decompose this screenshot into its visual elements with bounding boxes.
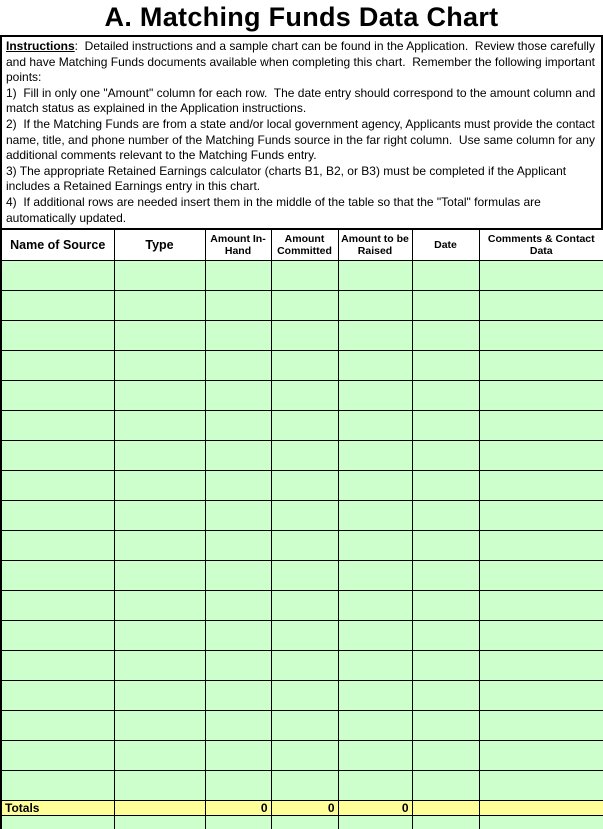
- column-header-name-of-source: Name of Source: [1, 229, 114, 261]
- empty-data-cell[interactable]: [114, 531, 205, 561]
- empty-data-cell[interactable]: [205, 261, 271, 291]
- totals-value-cell: 0: [205, 801, 271, 816]
- empty-data-cell[interactable]: [412, 651, 479, 681]
- table-row: [1, 441, 603, 471]
- table-row: [1, 681, 603, 711]
- empty-data-cell[interactable]: [338, 531, 412, 561]
- empty-data-cell[interactable]: [1, 561, 114, 591]
- empty-data-cell[interactable]: [479, 501, 603, 531]
- empty-data-cell[interactable]: [479, 621, 603, 651]
- empty-data-cell[interactable]: [412, 561, 479, 591]
- empty-data-cell[interactable]: [338, 711, 412, 741]
- empty-data-cell[interactable]: [1, 591, 114, 621]
- empty-data-cell[interactable]: [412, 381, 479, 411]
- empty-data-cell[interactable]: [479, 771, 603, 801]
- table-row: [1, 651, 603, 681]
- empty-data-cell[interactable]: [114, 741, 205, 771]
- totals-value-cell: 0: [271, 801, 338, 816]
- table-row: [1, 621, 603, 651]
- empty-data-cell[interactable]: [114, 711, 205, 741]
- instructions-box: [0, 35, 603, 228]
- totals-value-cell: [479, 801, 603, 816]
- table-row: [1, 501, 603, 531]
- empty-data-cell[interactable]: [114, 621, 205, 651]
- empty-data-cell[interactable]: [1, 321, 114, 351]
- empty-data-cell[interactable]: [114, 471, 205, 501]
- empty-data-cell[interactable]: [114, 501, 205, 531]
- table-row: [1, 741, 603, 771]
- instructions-intro: : Detailed instructions and a sample chart can be found in the Application. Review those carefully and have Matching Funds documents available when completing this chart. Remember the following important points:: [6, 39, 599, 85]
- totals-label: Totals: [1, 801, 114, 816]
- empty-data-cell[interactable]: [338, 501, 412, 531]
- column-header-comments-contact-data: Comments & Contact Data: [479, 229, 603, 261]
- instruction-point-1: 1) Fill in only one "Amount" column for each row. The date entry should correspond to the amount column and match status as explained in the Application instructions.: [6, 85, 599, 116]
- empty-data-cell[interactable]: [205, 291, 271, 321]
- empty-data-cell[interactable]: [412, 681, 479, 711]
- table-row: [1, 321, 603, 351]
- empty-data-cell[interactable]: [338, 261, 412, 291]
- instruction-point-3: 3) The appropriate Retained Earnings calculator (charts B1, B2, or B3) must be completed if the Applicant includes a Retained Earnings entry in this chart.: [6, 163, 570, 194]
- instruction-point-4: 4) If additional rows are needed insert them in the middle of the table so that the "Total" formulas are automatically updated.: [6, 194, 545, 225]
- empty-data-cell[interactable]: [338, 681, 412, 711]
- empty-data-cell[interactable]: [271, 261, 338, 291]
- empty-data-cell[interactable]: [271, 816, 338, 829]
- empty-data-cell[interactable]: [271, 321, 338, 351]
- empty-data-cell[interactable]: [271, 291, 338, 321]
- column-header-type: Type: [114, 229, 205, 261]
- column-header-amount-committed: Amount Committed: [271, 229, 338, 261]
- empty-data-cell[interactable]: [412, 501, 479, 531]
- empty-data-cell[interactable]: [114, 561, 205, 591]
- totals-row: [1, 801, 603, 816]
- column-header-amount-in-hand: Amount In-Hand: [205, 229, 271, 261]
- empty-data-cell[interactable]: [1, 621, 114, 651]
- empty-data-cell[interactable]: [205, 441, 271, 471]
- empty-data-cell[interactable]: [1, 711, 114, 741]
- empty-data-cell[interactable]: [479, 591, 603, 621]
- column-header-date: Date: [412, 229, 479, 261]
- empty-data-cell[interactable]: [271, 591, 338, 621]
- table-header-row: [1, 229, 603, 261]
- empty-data-cell[interactable]: [205, 771, 271, 801]
- empty-data-cell[interactable]: [412, 291, 479, 321]
- empty-data-cell[interactable]: [205, 621, 271, 651]
- empty-data-cell[interactable]: [412, 591, 479, 621]
- totals-value-cell: [114, 801, 205, 816]
- table-row: [1, 816, 603, 829]
- empty-data-cell[interactable]: [114, 441, 205, 471]
- empty-data-cell[interactable]: [412, 711, 479, 741]
- empty-data-cell[interactable]: [479, 411, 603, 441]
- table-row: [1, 381, 603, 411]
- empty-data-cell[interactable]: [271, 471, 338, 501]
- empty-data-cell[interactable]: [114, 591, 205, 621]
- empty-data-cell[interactable]: [479, 471, 603, 501]
- table-row: [1, 291, 603, 321]
- empty-data-cell[interactable]: [271, 381, 338, 411]
- empty-data-cell[interactable]: [338, 651, 412, 681]
- empty-data-cell[interactable]: [205, 711, 271, 741]
- empty-data-cell[interactable]: [271, 771, 338, 801]
- empty-data-cell[interactable]: [1, 651, 114, 681]
- empty-data-cell[interactable]: [412, 321, 479, 351]
- empty-data-cell[interactable]: [479, 441, 603, 471]
- empty-data-cell[interactable]: [412, 441, 479, 471]
- empty-data-cell[interactable]: [338, 591, 412, 621]
- empty-data-cell[interactable]: [1, 351, 114, 381]
- page-title: A. Matching Funds Data Chart: [104, 2, 499, 32]
- matching-funds-table: [0, 228, 603, 829]
- empty-data-cell[interactable]: [271, 741, 338, 771]
- empty-data-cell[interactable]: [205, 411, 271, 441]
- empty-data-cell[interactable]: [1, 501, 114, 531]
- empty-data-cell[interactable]: [114, 651, 205, 681]
- empty-data-cell[interactable]: [205, 561, 271, 591]
- empty-data-cell[interactable]: [114, 816, 205, 829]
- empty-data-cell[interactable]: [205, 351, 271, 381]
- empty-data-cell[interactable]: [479, 741, 603, 771]
- empty-data-cell[interactable]: [338, 471, 412, 501]
- empty-data-cell[interactable]: [114, 291, 205, 321]
- empty-data-cell[interactable]: [338, 441, 412, 471]
- empty-data-cell[interactable]: [114, 321, 205, 351]
- empty-data-cell[interactable]: [338, 321, 412, 351]
- empty-data-cell[interactable]: [479, 321, 603, 351]
- empty-data-cell[interactable]: [205, 471, 271, 501]
- totals-value-cell: [412, 801, 479, 816]
- empty-data-cell[interactable]: [412, 531, 479, 561]
- empty-data-cell[interactable]: [479, 816, 603, 829]
- empty-data-cell[interactable]: [205, 501, 271, 531]
- empty-data-cell[interactable]: [338, 816, 412, 829]
- table-row: [1, 411, 603, 441]
- empty-data-cell[interactable]: [205, 381, 271, 411]
- empty-data-cell[interactable]: [479, 261, 603, 291]
- empty-data-cell[interactable]: [479, 531, 603, 561]
- empty-data-cell[interactable]: [479, 351, 603, 381]
- empty-data-cell[interactable]: [271, 501, 338, 531]
- table-row: [1, 261, 603, 291]
- instructions-label: Instructions: [6, 39, 75, 53]
- empty-data-cell[interactable]: [412, 411, 479, 441]
- empty-data-cell[interactable]: [1, 261, 114, 291]
- empty-data-cell[interactable]: [271, 351, 338, 381]
- empty-data-cell[interactable]: [479, 561, 603, 591]
- empty-data-cell[interactable]: [479, 291, 603, 321]
- table-row: [1, 711, 603, 741]
- empty-data-cell[interactable]: [271, 711, 338, 741]
- empty-data-cell[interactable]: [205, 816, 271, 829]
- empty-data-cell[interactable]: [479, 381, 603, 411]
- empty-data-cell[interactable]: [114, 351, 205, 381]
- table-row: [1, 771, 603, 801]
- table-row: [1, 591, 603, 621]
- empty-data-cell[interactable]: [412, 771, 479, 801]
- table-row: [1, 561, 603, 591]
- empty-data-cell[interactable]: [114, 261, 205, 291]
- instruction-point-2: 2) If the Matching Funds are from a state and/or local government agency, Applicants must provide the contact name, title, and phone number of the Matching Funds source in the far right column. Use same column for any additional comments relevant to the Matching Funds entry.: [6, 116, 599, 163]
- empty-data-cell[interactable]: [338, 741, 412, 771]
- empty-data-cell[interactable]: [205, 321, 271, 351]
- empty-data-cell[interactable]: [338, 561, 412, 591]
- column-header-amount-to-be-raised: Amount to be Raised: [338, 229, 412, 261]
- empty-data-cell[interactable]: [271, 681, 338, 711]
- empty-data-cell[interactable]: [1, 771, 114, 801]
- empty-data-cell[interactable]: [114, 411, 205, 441]
- empty-data-cell[interactable]: [338, 411, 412, 441]
- empty-data-cell[interactable]: [1, 816, 114, 829]
- empty-data-cell[interactable]: [205, 651, 271, 681]
- empty-data-cell[interactable]: [1, 411, 114, 441]
- empty-data-cell[interactable]: [338, 621, 412, 651]
- empty-data-cell[interactable]: [271, 531, 338, 561]
- empty-data-cell[interactable]: [114, 381, 205, 411]
- empty-data-cell[interactable]: [271, 561, 338, 591]
- empty-data-cell[interactable]: [271, 441, 338, 471]
- empty-data-cell[interactable]: [205, 591, 271, 621]
- empty-data-cell[interactable]: [412, 816, 479, 829]
- empty-data-cell[interactable]: [205, 531, 271, 561]
- empty-data-cell[interactable]: [271, 411, 338, 441]
- empty-data-cell[interactable]: [479, 681, 603, 711]
- empty-data-cell[interactable]: [271, 651, 338, 681]
- empty-data-cell[interactable]: [1, 441, 114, 471]
- totals-value-cell: 0: [338, 801, 412, 816]
- empty-data-cell[interactable]: [1, 291, 114, 321]
- empty-data-cell[interactable]: [1, 741, 114, 771]
- empty-data-cell[interactable]: [114, 771, 205, 801]
- table-row: [1, 531, 603, 561]
- empty-data-cell[interactable]: [1, 471, 114, 501]
- empty-data-cell[interactable]: [114, 681, 205, 711]
- empty-data-cell[interactable]: [412, 741, 479, 771]
- empty-data-cell[interactable]: [479, 651, 603, 681]
- empty-data-cell[interactable]: [412, 471, 479, 501]
- empty-data-cell[interactable]: [1, 381, 114, 411]
- empty-data-cell[interactable]: [1, 681, 114, 711]
- empty-data-cell[interactable]: [412, 261, 479, 291]
- empty-data-cell[interactable]: [412, 351, 479, 381]
- empty-data-cell[interactable]: [338, 381, 412, 411]
- empty-data-cell[interactable]: [205, 741, 271, 771]
- table-row: [1, 471, 603, 501]
- table-row: [1, 351, 603, 381]
- empty-data-cell[interactable]: [338, 771, 412, 801]
- empty-data-cell[interactable]: [412, 621, 479, 651]
- empty-data-cell[interactable]: [1, 531, 114, 561]
- empty-data-cell[interactable]: [479, 711, 603, 741]
- empty-data-cell[interactable]: [271, 621, 338, 651]
- empty-data-cell[interactable]: [338, 291, 412, 321]
- empty-data-cell[interactable]: [205, 681, 271, 711]
- empty-data-cell[interactable]: [338, 351, 412, 381]
